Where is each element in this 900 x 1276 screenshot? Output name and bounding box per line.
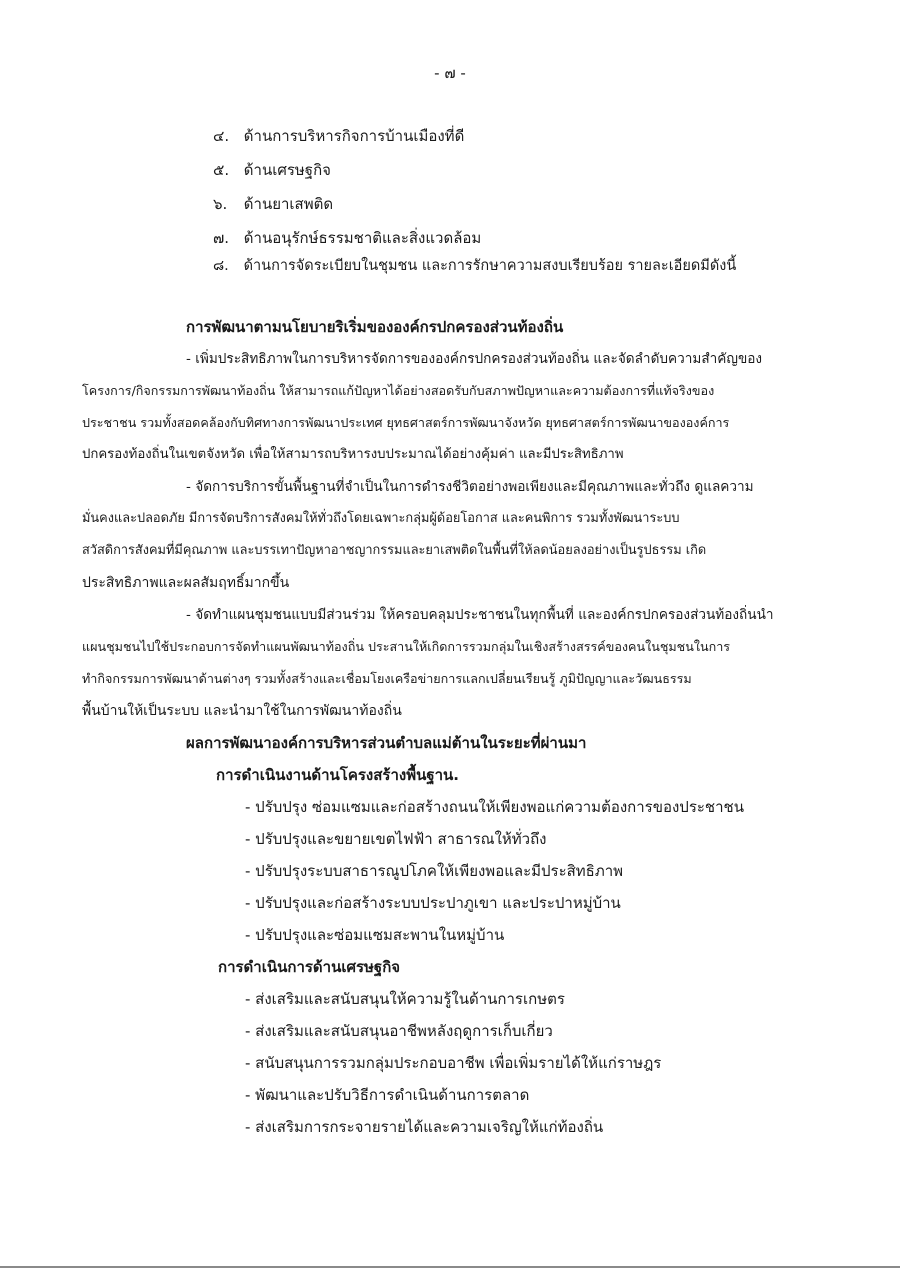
policy-paragraph-3-line: - จัดทำแผนชุมชนแบบมีส่วนร่วม ให้ครอบคลุมประชาชนในทุกพื้นที่ และองค์กรปกครองส่วนท้องถิ่นนำ: [186, 607, 774, 623]
policy-paragraph-1-line: โครงการ/กิจกรรมการพัฒนาท้องถิ่น ให้สามารถแก้ปัญหาได้อย่างสอดรับกับสภาพปัญหาและความต้องการที่แท้จริงของ: [82, 383, 715, 398]
list-item-number: ๕.: [213, 161, 230, 179]
list-item: [213, 227, 481, 249]
list-item: [213, 255, 736, 277]
list-item-number: ๔.: [213, 127, 230, 145]
infrastructure-item: - ปรับปรุงและขยายเขตไฟฟ้า สาธารณให้ทั่วถึง: [245, 830, 547, 848]
list-item-text: ด้านการจัดระเบียบในชุมชน และการรักษาความสงบเรียบร้อย รายละเอียดมีดังนี้: [243, 258, 737, 274]
infrastructure-item: - ปรับปรุงระบบสาธารณูปโภคให้เพียงพอและมีประสิทธิภาพ: [245, 862, 624, 880]
policy-paragraph-2-line: มั่นคงและปลอดภัย มีการจัดบริการสังคมให้ทั่วถึงโดยเฉพาะกลุ่มผู้ด้อยโอกาส และคนพิการ รวมทั้งพัฒนาระบบ: [82, 511, 680, 526]
list-item: [213, 193, 333, 215]
infrastructure-item: - ปรับปรุงและก่อสร้างระบบประปาภูเขา และประปาหมู่บ้าน: [245, 894, 621, 912]
list-item-text: ด้านการบริหารกิจการบ้านเมืองที่ดี: [243, 127, 465, 145]
list-item: [213, 125, 464, 147]
economy-item: - สนับสนุนการรวมกลุ่มประกอบอาชีพ เพื่อเพิ่มรายได้ให้แก่ราษฎร: [245, 1054, 662, 1072]
list-item: [213, 159, 331, 181]
results-heading: ผลการพัฒนาองค์การบริหารส่วนตำบลแม่ต้านในระยะที่ผ่านมา: [186, 734, 587, 752]
economy-item: - ส่งเสริมการกระจายรายได้และความเจริญให้แก่ท้องถิ่น: [245, 1118, 604, 1136]
policy-paragraph-3-line: ทำกิจกรรมการพัฒนาด้านต่างๆ รวมทั้งสร้างและเชื่อมโยงเครือข่ายการแลกเปลี่ยนเรียนรู้ ภูมิปัญญาและวัฒนธรรม: [82, 671, 692, 686]
economy-item: - ส่งเสริมและสนับสนุนอาชีพหลังฤดูการเก็บเกี่ยว: [245, 1022, 553, 1040]
scan-bottom-edge: [0, 1266, 900, 1268]
list-item-number: ๖.: [213, 195, 228, 213]
policy-paragraph-2-line: - จัดการบริการขั้นพื้นฐานที่จำเป็นในการดำรงชีวิตอย่างพอเพียงและมีคุณภาพและทั่วถึง ดูแลความ: [186, 479, 754, 495]
policy-paragraph-2-line: ประสิทธิภาพและผลสัมฤทธิ์มากขึ้น: [82, 575, 290, 591]
policy-paragraph-1-line: ประชาชน รวมทั้งสอดคล้องกับทิศทางการพัฒนาประเทศ ยุทธศาสตร์การพัฒนาจังหวัด ยุทธศาสตร์การพัฒนาขององค์การ: [82, 415, 730, 430]
economy-item: - พัฒนาและปรับวิธีการดำเนินด้านการตลาด: [245, 1086, 530, 1104]
list-item-text: ด้านเศรษฐกิจ: [243, 161, 331, 179]
list-item-number: ๘.: [213, 258, 229, 274]
infrastructure-item: - ปรับปรุงและซ่อมแซมสะพานในหมู่บ้าน: [245, 926, 505, 944]
list-item-number: ๗.: [213, 229, 230, 247]
policy-paragraph-3-line: แผนชุมชนไปใช้ประกอบการจัดทำแผนพัฒนาท้องถิ่น ประสานให้เกิดการรวมกลุ่มในเชิงสร้างสรรค์ของคนในชุมชนในการ: [82, 639, 731, 654]
list-item-text: ด้านอนุรักษ์ธรรมชาติและสิ่งแวดล้อม: [243, 229, 482, 247]
page-number: - ๗ -: [434, 64, 466, 82]
policy-paragraph-1-line: - เพิ่มประสิทธิภาพในการบริหารจัดการขององค์กรปกครองส่วนท้องถิ่น และจัดลำดับความสำคัญของ: [186, 351, 763, 367]
policy-paragraph-1-line: ปกครองท้องถิ่นในเขตจังหวัด เพื่อให้สามารถบริหารงบประมาณได้อย่างคุ้มค่า และมีประสิทธิภาพ: [82, 447, 624, 462]
policy-paragraph-2-line: สวัสดิการสังคมที่มีคุณภาพ และบรรเทาปัญหาอาชญากรรมและยาเสพติดในพื้นที่ให้ลดน้อยลงอย่างเป็นรูปธรรม เกิด: [82, 543, 707, 558]
economy-item: - ส่งเสริมและสนับสนุนให้ความรู้ในด้านการเกษตร: [245, 990, 565, 1008]
policy-paragraph-3-line: พื้นบ้านให้เป็นระบบ และนำมาใช้ในการพัฒนาท้องถิ่น: [82, 703, 402, 719]
list-item-text: ด้านยาเสพติด: [243, 195, 334, 213]
infrastructure-heading: การดำเนินงานด้านโครงสร้างพื้นฐาน.: [216, 766, 460, 784]
economy-heading: การดำเนินการด้านเศรษฐกิจ: [218, 958, 401, 976]
policy-heading: การพัฒนาตามนโยบายริเริ่มขององค์กรปกครองส่วนท้องถิ่น: [186, 318, 564, 336]
infrastructure-item: - ปรับปรุง ซ่อมแซมและก่อสร้างถนนให้เพียงพอแก่ความต้องการของประชาชน: [245, 798, 744, 816]
